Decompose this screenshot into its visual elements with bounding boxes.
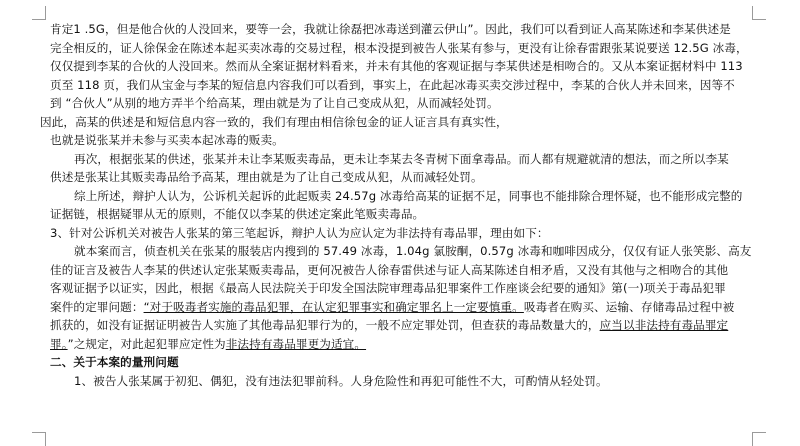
underlined-conclusion: 非法持有毒品罪更为适宜。 (225, 336, 367, 351)
numbered-item: 1、被告人张某属于初犯、偶犯，没有违法犯罪前科。人身危险性和再犯可能性不大，可酌情从轻处罚。 (74, 373, 608, 388)
text-line (50, 298, 768, 317)
text-line: 也就是说张某并未参与买卖本起冰毒的贩卖。 (50, 133, 284, 147)
underlined-quote: 应当以非法持有毒品罪定 (599, 318, 729, 332)
paragraph-first-line: 再次，根据张某的供述，张某并未让李某贩卖毒品，更未让李某去冬青树下面拿毒品。而人都有规避就清的想法，而之所以李某 (74, 151, 729, 166)
section-heading: 二、关于本案的量刑问题 (50, 355, 179, 369)
text-line: 仅仅提到李某的合伙的人没回来。然而从全案证据材料看来，并未有其他的客观证据与李某供述是相吻合的。又从本案证据材料中 113 (50, 59, 743, 73)
text-line: 完全相反的，证人徐保金在陈述本起买卖冰毒的交易过程，根本没提到被告人张某有参与，更没有让徐春雷跟张某说要送 12.5G 冰毒， (50, 40, 748, 55)
numbered-item: 3、针对公诉机关对被告人张某的第三笔起诉，辩护人认为应认定为非法持有毒品罪，理由如下： (50, 225, 549, 240)
underlined-quote: 罪。 (50, 336, 68, 351)
text-span: 案件的定罪问题： (50, 299, 144, 314)
document-body (40, 20, 768, 390)
text-line (50, 335, 768, 354)
text-line (50, 316, 768, 335)
text-line: 肯定1 .5G，但是他合伙的人没回来，要等一会，我就让徐磊把冰毒送到灌云伊山”。因此，我们可以看到证人高某陈述和李某供述是 (50, 22, 731, 36)
crop-mark-bottom-right (752, 432, 766, 446)
underlined-quote: “对于吸毒者实施的毒品犯罪，在认定犯罪事实和确定罪名上一定要慎重。 (143, 299, 524, 314)
crop-mark-bottom-left (32, 432, 46, 446)
text-line: 页至 118 页，我们从宝金与李某的短信息内容我们可以看到，事实上，在此起冰毒买卖交涉过程中，李某的合伙人并未回来，因等不 (50, 77, 735, 92)
text-line (40, 113, 768, 132)
crop-mark-top-right (752, 6, 766, 20)
text-span: 因此，高某的供述是和短信息内容一致的，我们有理由相信徐包金的证人证言具有真实性， (40, 114, 508, 129)
text-span: 抓获的，如没有证据证明被告人实施了其他毒品犯罪行为的，一般不应定罪处罚，但查获的毒品数量大的， (50, 318, 600, 332)
text-line: 佳的证言及被告人李某的供述认定张某贩卖毒品，更何况被告人徐春雷供述与证人高某陈述自相矛盾，又没有其他与之相吻合的其他 (50, 262, 729, 277)
text-span: ”之规定，对此起犯罪应定性为 (67, 336, 226, 351)
text-line: 证据链，根据疑罪从无的原则，不能仅以李某的供述定案此笔贩卖毒品。 (50, 207, 425, 221)
text-line: 供述是张某让其贩卖毒品给予高某，理由就是为了让自己变成从犯，从而减轻处罚。 (50, 170, 483, 184)
paragraph-first-line: 就本案而言，侦查机关在张某的服装店内搜到的 57.49 冰毒，1.04g 氯胺酮，0.57g 冰毒和咖啡因成分，仅仅有证人张笑影、高友 (74, 244, 752, 258)
crop-mark-top-left (32, 6, 46, 20)
paragraph-first-line: 综上所述，辩护人认为，公诉机关起诉的此起贩卖 24.57g 冰毒给高某的证据不足，同事也不能排除合理怀疑，也不能形成完整的 (74, 188, 743, 203)
text-line: 到 “合伙人”从别的地方弄半个给高某，理由就是为了让自己变成从犯，从而减轻处罚。 (50, 96, 499, 110)
text-line: 客观证据予以证实，因此，根据《最高人民法院关于印发全国法院审理毒品犯罪案件工作座谈会纪要的通知》第(一)项关于毒品犯罪 (50, 281, 726, 295)
text-span: 吸毒者在购买、运输、存储毒品过程中被 (523, 299, 735, 314)
